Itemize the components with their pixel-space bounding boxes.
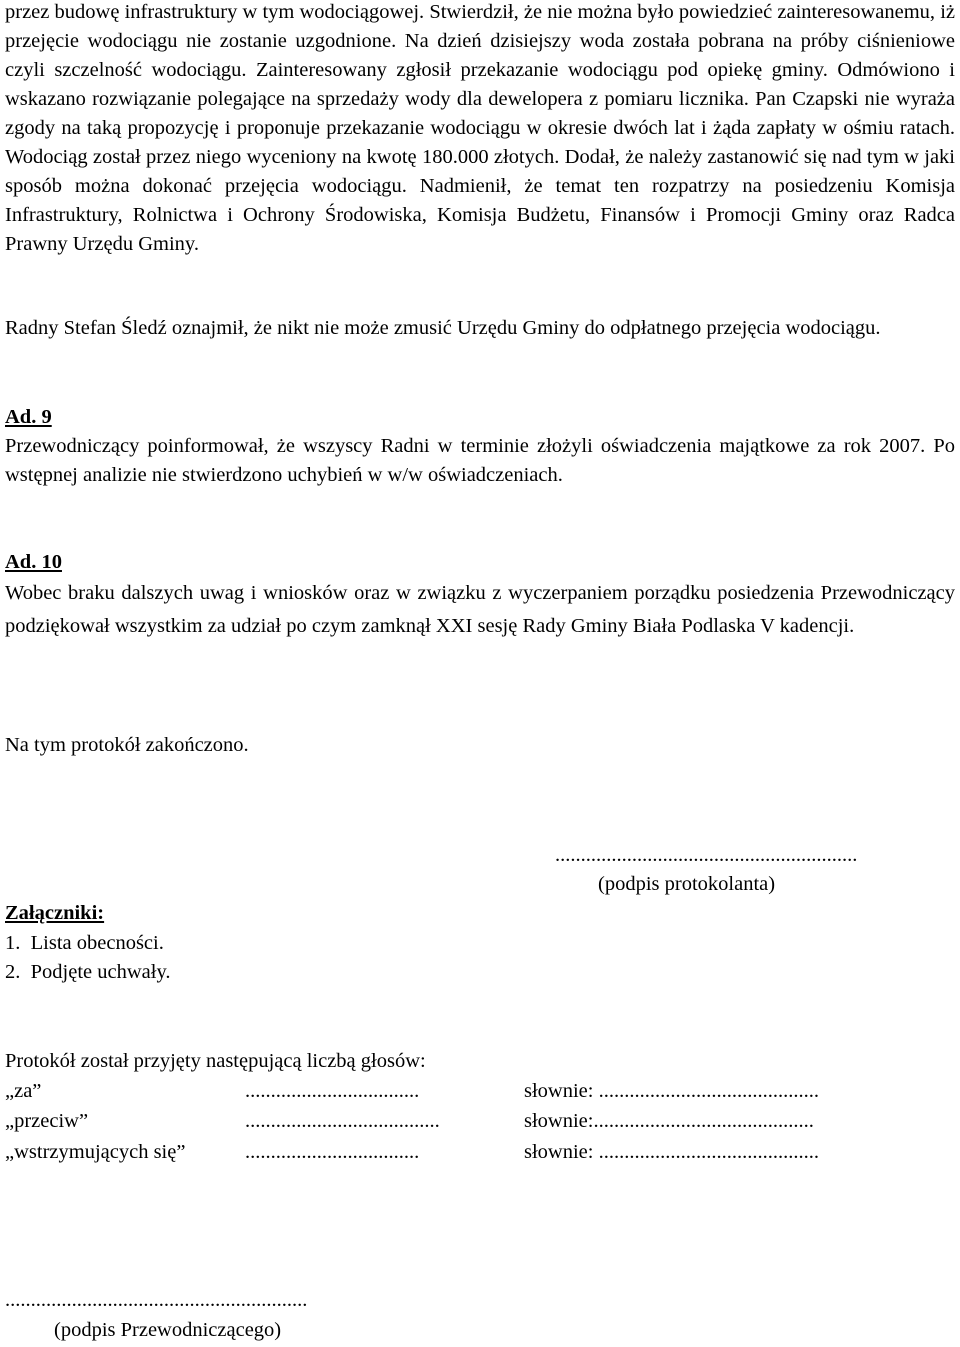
- ad9-heading: Ad. 9: [5, 406, 52, 428]
- closing-statement: Na tym protokół zakończono.: [5, 734, 249, 756]
- ad10-paragraph: Wobec braku dalszych uwag i wniosków oraz w związku z wyczerpaniem porządku posiedzenia Przewodniczący podziękował wszystkim za udział po czym zamknął XXI sesję Rady Gminy Biała Podlaska V kadencji.: [5, 582, 955, 637]
- chair-signature-label: (podpis Przewodniczącego): [54, 1319, 282, 1341]
- attachment-item: 1. Lista obecności.: [5, 932, 164, 954]
- chair-signature-line: ...........................................................: [5, 1289, 308, 1311]
- vote-words-abstain: słownie: ...........................................: [524, 1141, 819, 1163]
- vote-label-for: „za”: [5, 1080, 42, 1102]
- vote-label-against: „przeciw”: [5, 1110, 89, 1132]
- vote-words-for: słownie: ...........................................: [524, 1080, 819, 1102]
- ad10-heading: Ad. 10: [5, 551, 62, 573]
- paragraph-councillor-statement: Radny Stefan Śledź oznajmił, że nikt nie może zmusić Urzędu Gminy do odpłatnego przejęcia wodociągu.: [5, 317, 881, 339]
- vote-count-abstain: ..................................: [245, 1141, 420, 1163]
- attachment-item: 2. Podjęte uchwały.: [5, 961, 171, 983]
- paragraph-water-supply: przez budowę infrastruktury w tym wodociągowej. Stwierdził, że nie można było powiedzieć zainteresowanemu, iż przejęcie wodociągu nie zostanie uzgodnione. Na dzień dzisiejszy woda została pobrana na próby ciśnieniowe czyli szczelność wodociągu. Zainteresowany zgłosił przekazanie wodociągu pod opiekę gminy. Odmówiono i wskazano rozwiązanie polegające na sprzedaży wody dla dewelopera z pomiaru licznika. Pan Czapski nie wyraża zgody na taką propozycję i proponuje przekazanie wodociągu w okresie dwóch lat i żąda zapłaty w ośmiu ratach. Wodociąg został przez niego wyceniony na kwotę 180.000 złotych. Dodał, że należy zastanowić się nad tym w jaki sposób można dokonać przejęcia wodociągu. Nadmienił, że temat ten rozpatrzy na posiedzeniu Komisja Infrastruktury, Rolnictwa i Ochrony Środowiska, Komisja Budżetu, Finansów i Promocji Gminy oraz Radca Prawny Urzędu Gminy.: [5, 1, 955, 255]
- votes-intro: Protokół został przyjęty następującą liczbą głosów:: [5, 1050, 426, 1072]
- recorder-signature-label: (podpis protokolanta): [598, 873, 776, 895]
- attachments-heading: Załączniki:: [5, 902, 105, 924]
- recorder-signature-line: ...........................................................: [555, 844, 858, 866]
- vote-words-against: słownie:...........................................: [524, 1110, 814, 1132]
- vote-count-for: ..................................: [245, 1080, 420, 1102]
- vote-count-against: ......................................: [245, 1110, 440, 1132]
- ad9-paragraph: Przewodniczący poinformował, że wszyscy Radni w terminie złożyli oświadczenia majątkowe za rok 2007. Po wstępnej analizie nie stwierdzono uchybień w w/w oświadczeniach.: [5, 435, 955, 486]
- vote-label-abstain: „wstrzymujących się”: [5, 1141, 186, 1163]
